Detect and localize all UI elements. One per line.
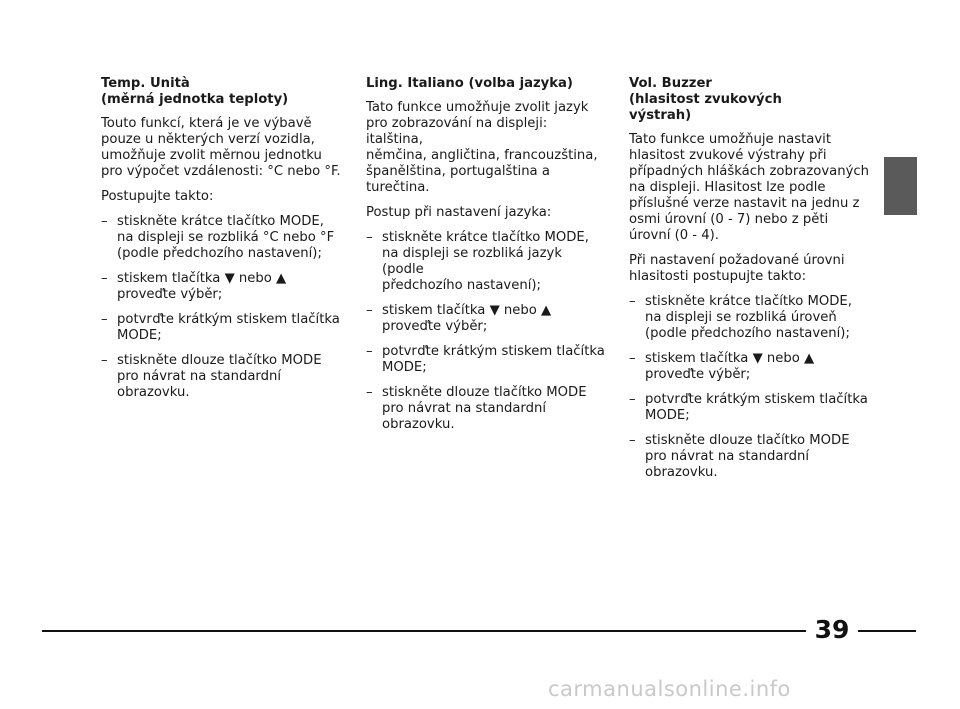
step-line: pro návrat na standardní bbox=[382, 401, 547, 416]
paragraph-line: osmi úrovní (0 - 7) nebo z pěti bbox=[629, 212, 829, 227]
step-line: MODE; bbox=[645, 408, 690, 423]
footer-rule-left bbox=[42, 630, 806, 632]
step-line: obrazovku. bbox=[645, 465, 718, 480]
step-line: MODE; bbox=[382, 360, 427, 375]
step-line: stiskněte krátce tlačítko MODE, bbox=[382, 230, 589, 245]
heading-line: výstrah) bbox=[629, 108, 692, 123]
step-line: pro návrat na standardní bbox=[117, 369, 282, 384]
step-line: (podle předchozího nastavení); bbox=[645, 326, 850, 341]
step-list-item bbox=[366, 385, 606, 433]
paragraph-line: úrovní (0 - 4). bbox=[629, 228, 719, 243]
dash-bullet: – bbox=[629, 351, 636, 366]
step-line: (podle předchozího nastavení); bbox=[117, 246, 322, 261]
heading-line: (měrná jednotka teploty) bbox=[101, 92, 289, 107]
step-line: stiskněte krátce tlačítko MODE, bbox=[645, 294, 852, 309]
step-line: potvrďte krátkým stiskem tlačítka bbox=[117, 312, 340, 327]
step-list-item bbox=[101, 353, 341, 401]
paragraph bbox=[101, 189, 341, 205]
watermark-text: carmanualsonline.info bbox=[548, 677, 791, 701]
section-tab-marker bbox=[884, 157, 917, 215]
paragraph bbox=[629, 253, 869, 285]
step-line: stiskem tlačítka ▼ nebo ▲ bbox=[645, 351, 815, 366]
paragraph-line: pro výpočet vzdálenosti: °C nebo °F. bbox=[101, 164, 341, 179]
dash-bullet: – bbox=[629, 294, 636, 309]
paragraph bbox=[366, 205, 606, 221]
step-line: stiskněte dlouze tlačítko MODE bbox=[117, 353, 322, 368]
step-line: obrazovku. bbox=[382, 417, 455, 432]
paragraph-line: Postupujte takto: bbox=[101, 189, 214, 204]
step-list-item bbox=[366, 344, 606, 376]
step-line: na displeji se rozbliká úroveň bbox=[645, 310, 837, 325]
step-list-item bbox=[629, 351, 869, 383]
step-list-item bbox=[366, 303, 606, 335]
page-number: 39 bbox=[814, 615, 850, 644]
step-list-item bbox=[629, 392, 869, 424]
paragraph-line: Postup při nastavení jazyka: bbox=[366, 205, 552, 220]
step-list-item bbox=[629, 433, 869, 481]
paragraph-line: Při nastavení požadované úrovni bbox=[629, 253, 845, 268]
footer-rule-right bbox=[858, 630, 916, 632]
dash-bullet: – bbox=[101, 214, 108, 229]
step-line: předchozího nastavení); bbox=[382, 278, 541, 293]
dash-bullet: – bbox=[366, 344, 373, 359]
paragraph-line: na displeji. Hlasitost lze podle bbox=[629, 180, 826, 195]
paragraph-line: němčina, angličtina, francouzština, bbox=[366, 148, 598, 163]
dash-bullet: – bbox=[101, 271, 108, 286]
step-line: stiskněte dlouze tlačítko MODE bbox=[645, 433, 850, 448]
step-line: stiskněte krátce tlačítko MODE, bbox=[117, 214, 324, 229]
column-language bbox=[366, 76, 606, 442]
step-line: stiskem tlačítka ▼ nebo ▲ bbox=[117, 271, 287, 286]
paragraph-line: Touto funkcí, která je ve výbavě bbox=[101, 116, 312, 131]
step-line: obrazovku. bbox=[117, 385, 190, 400]
section-heading bbox=[366, 76, 606, 92]
paragraph-line: hlasitost zvukové výstrahy při bbox=[629, 148, 827, 163]
paragraph-line: hlasitosti postupujte takto: bbox=[629, 269, 807, 284]
paragraph-line: pro zobrazování na displeji: italština, bbox=[366, 116, 548, 147]
step-list-item bbox=[629, 294, 869, 342]
dash-bullet: – bbox=[366, 303, 373, 318]
dash-bullet: – bbox=[629, 433, 636, 448]
paragraph-line: případných hláškách zobrazovaných bbox=[629, 164, 870, 179]
step-line: proveďte výběr; bbox=[382, 319, 488, 334]
heading-line: Vol. Buzzer bbox=[629, 76, 712, 91]
step-line: na displeji se rozbliká jazyk (podle bbox=[382, 246, 562, 277]
paragraph-line: Tato funkce umožňuje zvolit jazyk bbox=[366, 100, 589, 115]
step-line: proveďte výběr; bbox=[117, 287, 223, 302]
column-buzzer-volume bbox=[629, 76, 869, 490]
step-list-item bbox=[101, 271, 341, 303]
step-line: pro návrat na standardní bbox=[645, 449, 810, 464]
step-list-item bbox=[366, 230, 606, 294]
paragraph bbox=[101, 116, 341, 180]
heading-line: Ling. Italiano (volba jazyka) bbox=[366, 76, 573, 91]
dash-bullet: – bbox=[366, 230, 373, 245]
paragraph-line: příslušné verze nastavit na jednu z bbox=[629, 196, 860, 211]
step-line: proveďte výběr; bbox=[645, 367, 751, 382]
heading-line: (hlasitost zvukových bbox=[629, 92, 782, 107]
step-line: na displeji se rozbliká °C nebo °F bbox=[117, 230, 335, 245]
step-line: potvrďte krátkým stiskem tlačítka bbox=[382, 344, 605, 359]
section-heading bbox=[101, 76, 341, 108]
dash-bullet: – bbox=[101, 312, 108, 327]
paragraph bbox=[629, 132, 869, 244]
step-line: potvrďte krátkým stiskem tlačítka bbox=[645, 392, 868, 407]
dash-bullet: – bbox=[366, 385, 373, 400]
dash-bullet: – bbox=[629, 392, 636, 407]
column-temp-unit bbox=[101, 76, 341, 410]
step-line: MODE; bbox=[117, 328, 162, 343]
step-line: stiskněte dlouze tlačítko MODE bbox=[382, 385, 587, 400]
paragraph-line: španělština, portugalština a turečtina. bbox=[366, 164, 550, 195]
paragraph-line: Tato funkce umožňuje nastavit bbox=[629, 132, 832, 147]
heading-line: Temp. Unità bbox=[101, 76, 190, 91]
step-line: stiskem tlačítka ▼ nebo ▲ bbox=[382, 303, 552, 318]
paragraph-line: umožňuje zvolit měrnou jednotku bbox=[101, 148, 322, 163]
paragraph-line: pouze u některých verzí vozidla, bbox=[101, 132, 315, 147]
step-list-item bbox=[101, 312, 341, 344]
section-heading bbox=[629, 76, 869, 124]
paragraph bbox=[366, 100, 606, 196]
step-list-item bbox=[101, 214, 341, 262]
dash-bullet: – bbox=[101, 353, 108, 368]
